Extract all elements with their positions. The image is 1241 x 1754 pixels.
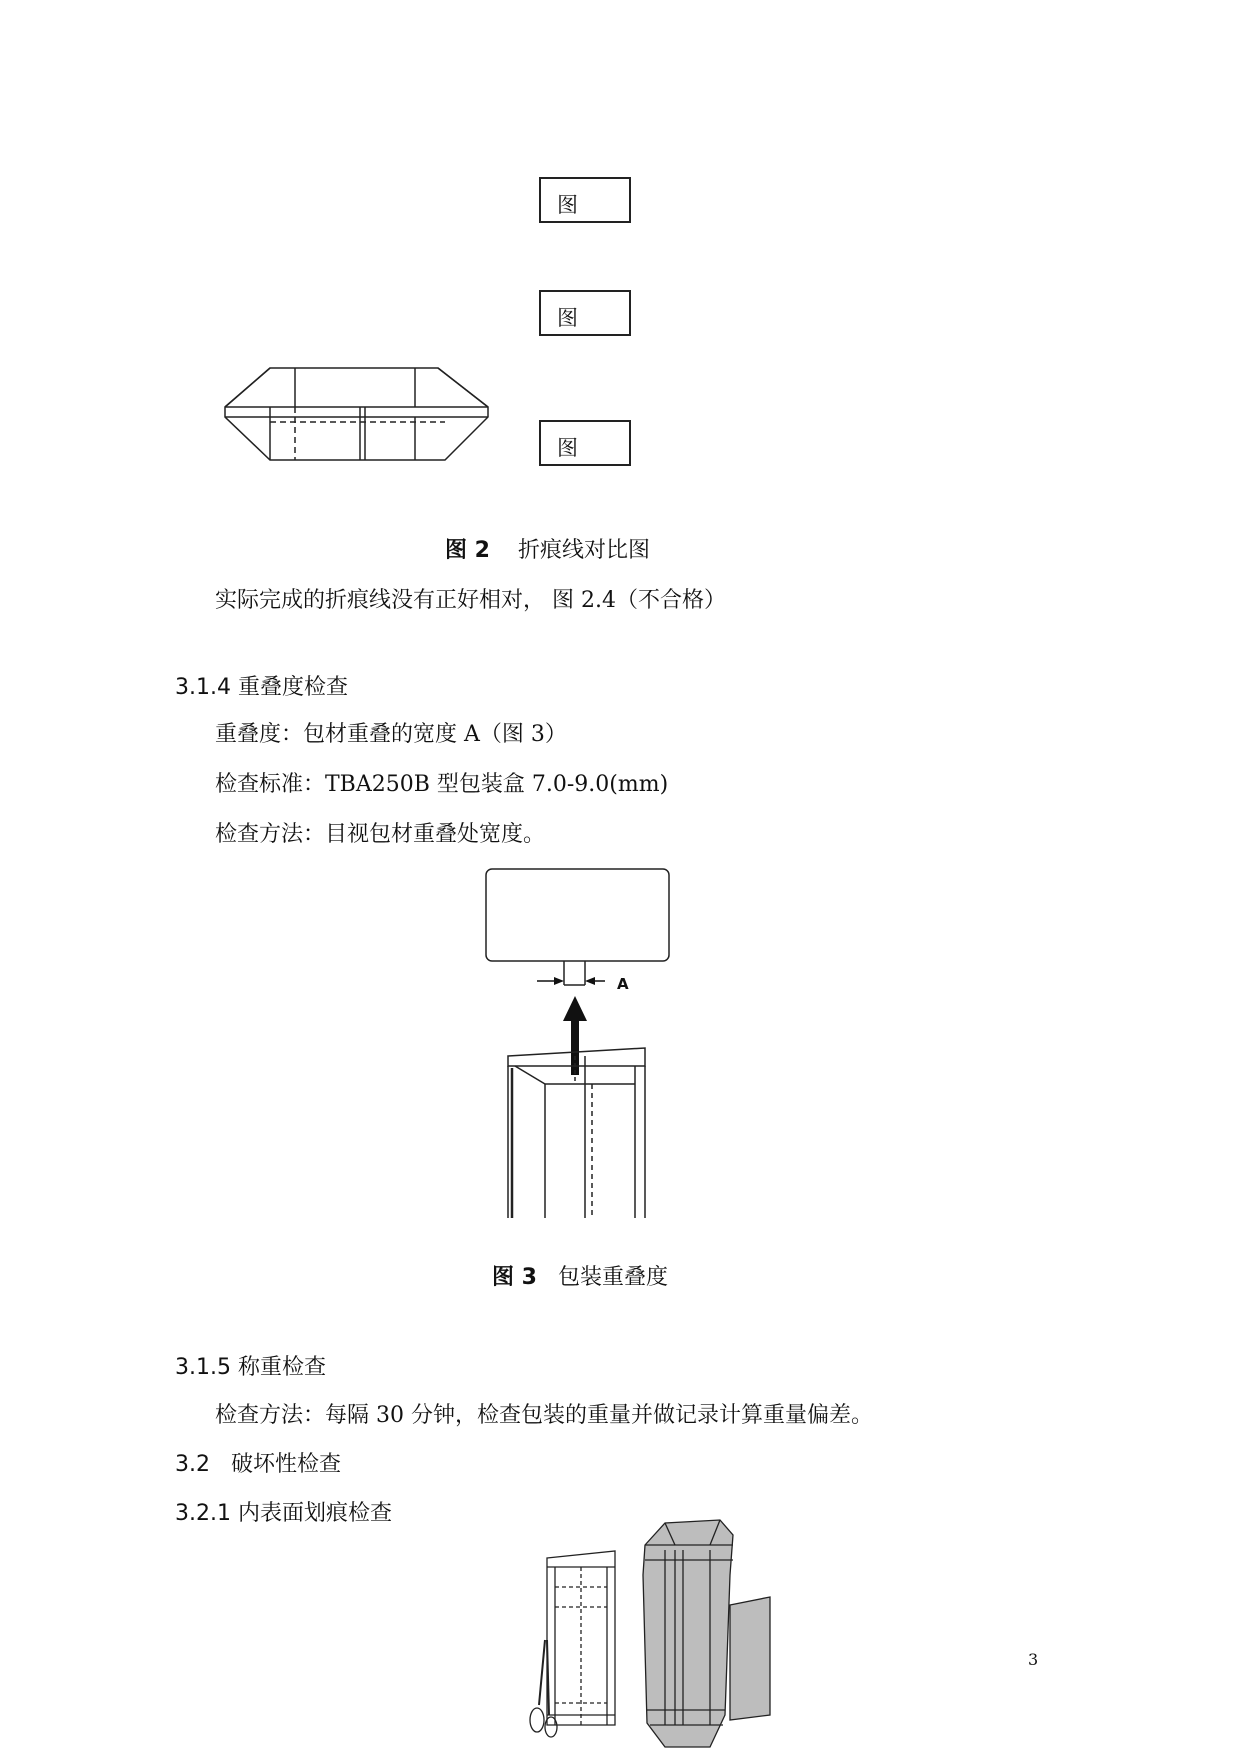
- figure-box-3: [539, 420, 631, 466]
- section-heading-3-2-1: 3.2.1 内表面划痕检查: [175, 1501, 392, 1526]
- overlap-definition: 重叠度：包材重叠的宽度 A（图 3）: [215, 722, 567, 747]
- overlap-diagram: [485, 868, 685, 1223]
- figure-box-2: [539, 290, 631, 336]
- note-line: 实际完成的折痕线没有正好相对， 图 2.4（不合格）: [215, 588, 726, 613]
- figure-3-caption: [492, 1260, 668, 1291]
- dimension-label-a: A: [617, 975, 629, 993]
- figure-2-label: 图 2: [445, 538, 490, 563]
- fold-line-diagram: [220, 365, 495, 465]
- figure-3-title: 包装重叠度: [557, 1265, 668, 1290]
- figure-box-label: 图: [557, 306, 578, 330]
- figure-box-label: 图: [557, 436, 578, 460]
- page-number: 3: [1028, 1650, 1039, 1669]
- figure-2-title: 折痕线对比图: [517, 538, 650, 563]
- weighing-method: 检查方法：每隔 30 分钟，检查包装的重量并做记录计算重量偏差。: [215, 1403, 873, 1428]
- inspection-method: 检查方法：目视包材重叠处宽度。: [215, 822, 546, 847]
- section-heading-3-1-5: 3.1.5 称重检查: [175, 1355, 326, 1380]
- figure-box-label: 图: [557, 193, 578, 217]
- section-heading-3-1-4: 3.1.4 重叠度检查: [175, 675, 348, 700]
- destructive-test-illustration: [525, 1515, 790, 1750]
- figure-box-1: [539, 177, 631, 223]
- section-heading-3-2: 3.2 破坏性检查: [175, 1452, 341, 1477]
- figure-3-label: 图 3: [492, 1265, 537, 1290]
- inspection-standard: 检查标准：TBA250B 型包装盒 7.0-9.0(mm): [215, 772, 669, 797]
- figure-2-caption: [445, 533, 650, 564]
